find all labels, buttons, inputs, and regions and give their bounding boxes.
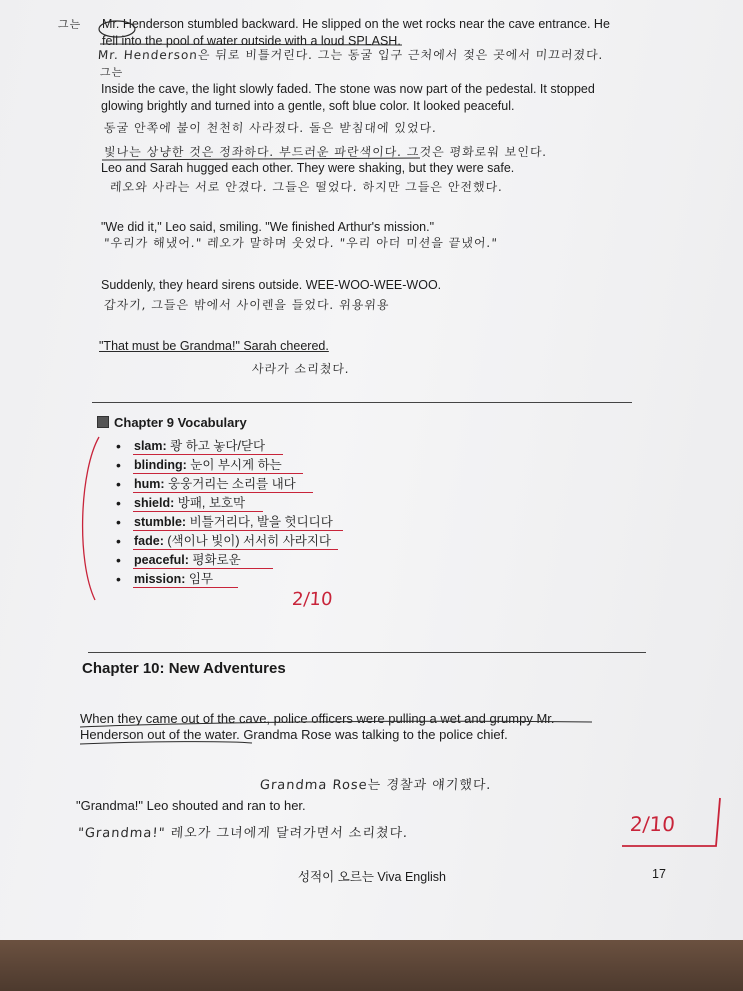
bracket-mark <box>83 437 99 600</box>
underline-mark <box>80 721 592 727</box>
underline-mark <box>102 158 420 160</box>
underline-mark <box>100 44 402 45</box>
ch10-line-2: Henderson out of the water. Grandma Rose was talking to the police chief. <box>80 727 508 742</box>
handwritten-translation-5: "우리가 해냈어." 레오가 말하며 웃었다. "우리 아더 미션을 끝냈어." <box>103 236 499 250</box>
handwritten-translation-7: 사라가 소리쳤다. <box>251 362 351 376</box>
ch10-line-1: When they came out of the cave, police officers were pulling a wet and grumpy Mr. <box>80 711 555 726</box>
ch10-line-3: "Grandma!" Leo shouted and ran to her. <box>76 798 306 813</box>
story-line-2: fell into the pool of water outside with a loud SPLASH. <box>102 34 401 48</box>
story-line-6: "We did it," Leo said, smiling. "We finished Arthur's mission." <box>101 220 435 234</box>
score-mark-corner: 2/10 <box>629 812 676 836</box>
story-line-1: Mr. Henderson stumbled backward. He slipped on the wet rocks near the cave entrance. He <box>102 17 610 31</box>
score-mark-mid: 2/10 <box>291 589 334 610</box>
handwritten-translation-6: 갑자기, 그들은 밖에서 사이렌을 들었다. 위용위용 <box>103 298 391 312</box>
story-line-4: glowing brightly and turned into a gentle, soft blue color. It looked peaceful. <box>101 99 515 113</box>
footer-brand: 성적이 오르는 Viva English <box>298 870 446 884</box>
handwritten-translation-2: 동굴 안쪽에 불이 천천히 사라졌다. 돌은 받침대에 있었다. <box>103 121 438 135</box>
handwritten-translation-3: 빛나는 상냥한 것은 정좌하다. 부드러운 파란색이다. 그것은 평화로워 보인다. <box>103 145 548 159</box>
vocab-item: • shield: 방패, 보호막 <box>116 494 333 513</box>
story-line-7: Suddenly, they heard sirens outside. WEE-WOO-WEE-WOO. <box>101 278 442 292</box>
vocab-heading: Chapter 9 Vocabulary <box>114 415 247 430</box>
table-surface <box>0 940 743 991</box>
vocab-item: • slam: 쾅 하고 놓다/닫다 <box>116 437 333 456</box>
story-line-8: "That must be Grandma!" Sarah cheered. <box>99 339 329 353</box>
handwritten-margin-note: 그는 <box>57 18 82 31</box>
chapter-10-title: Chapter 10: New Adventures <box>82 660 286 677</box>
vocab-item: • blinding: 눈이 부시게 하는 <box>116 456 333 475</box>
underline-mark <box>80 742 252 744</box>
vocab-item: • peaceful: 평화로운 <box>116 551 333 570</box>
handwritten-translation-1b: 그는 <box>99 66 124 79</box>
handwritten-translation-8: Grandma Rose는 경찰과 얘기했다. <box>259 778 493 793</box>
vocab-item: • stumble: 비틀거리다, 발을 헛디디다 <box>116 513 333 532</box>
handwritten-translation-9: "Grandma!" 레오가 그녀에게 달려가면서 소리쳤다. <box>77 826 409 841</box>
handwritten-translation-1: Mr. Henderson은 뒤로 비틀거린다. 그는 동굴 입구 근처에서 젖은 곳에서 미끄러졌다. <box>97 48 604 62</box>
vocab-item: • fade: (색이나 빛이) 서서히 사라지다 <box>116 532 333 551</box>
handwritten-translation-4: 레오와 사라는 서로 안겼다. 그들은 떨었다. 하지만 그들은 안전했다. <box>109 180 504 194</box>
vocab-item: • hum: 웅웅거리는 소리를 내다 <box>116 475 333 494</box>
corner-score-box <box>622 798 720 846</box>
vocab-item: • mission: 임무 <box>116 570 333 589</box>
page-number: 17 <box>652 867 666 881</box>
circle-mark <box>99 21 135 37</box>
story-line-5: Leo and Sarah hugged each other. They were shaking, but they were safe. <box>101 161 515 175</box>
story-line-3: Inside the cave, the light slowly faded. The stone was now part of the pedestal. It stopped <box>101 82 595 96</box>
